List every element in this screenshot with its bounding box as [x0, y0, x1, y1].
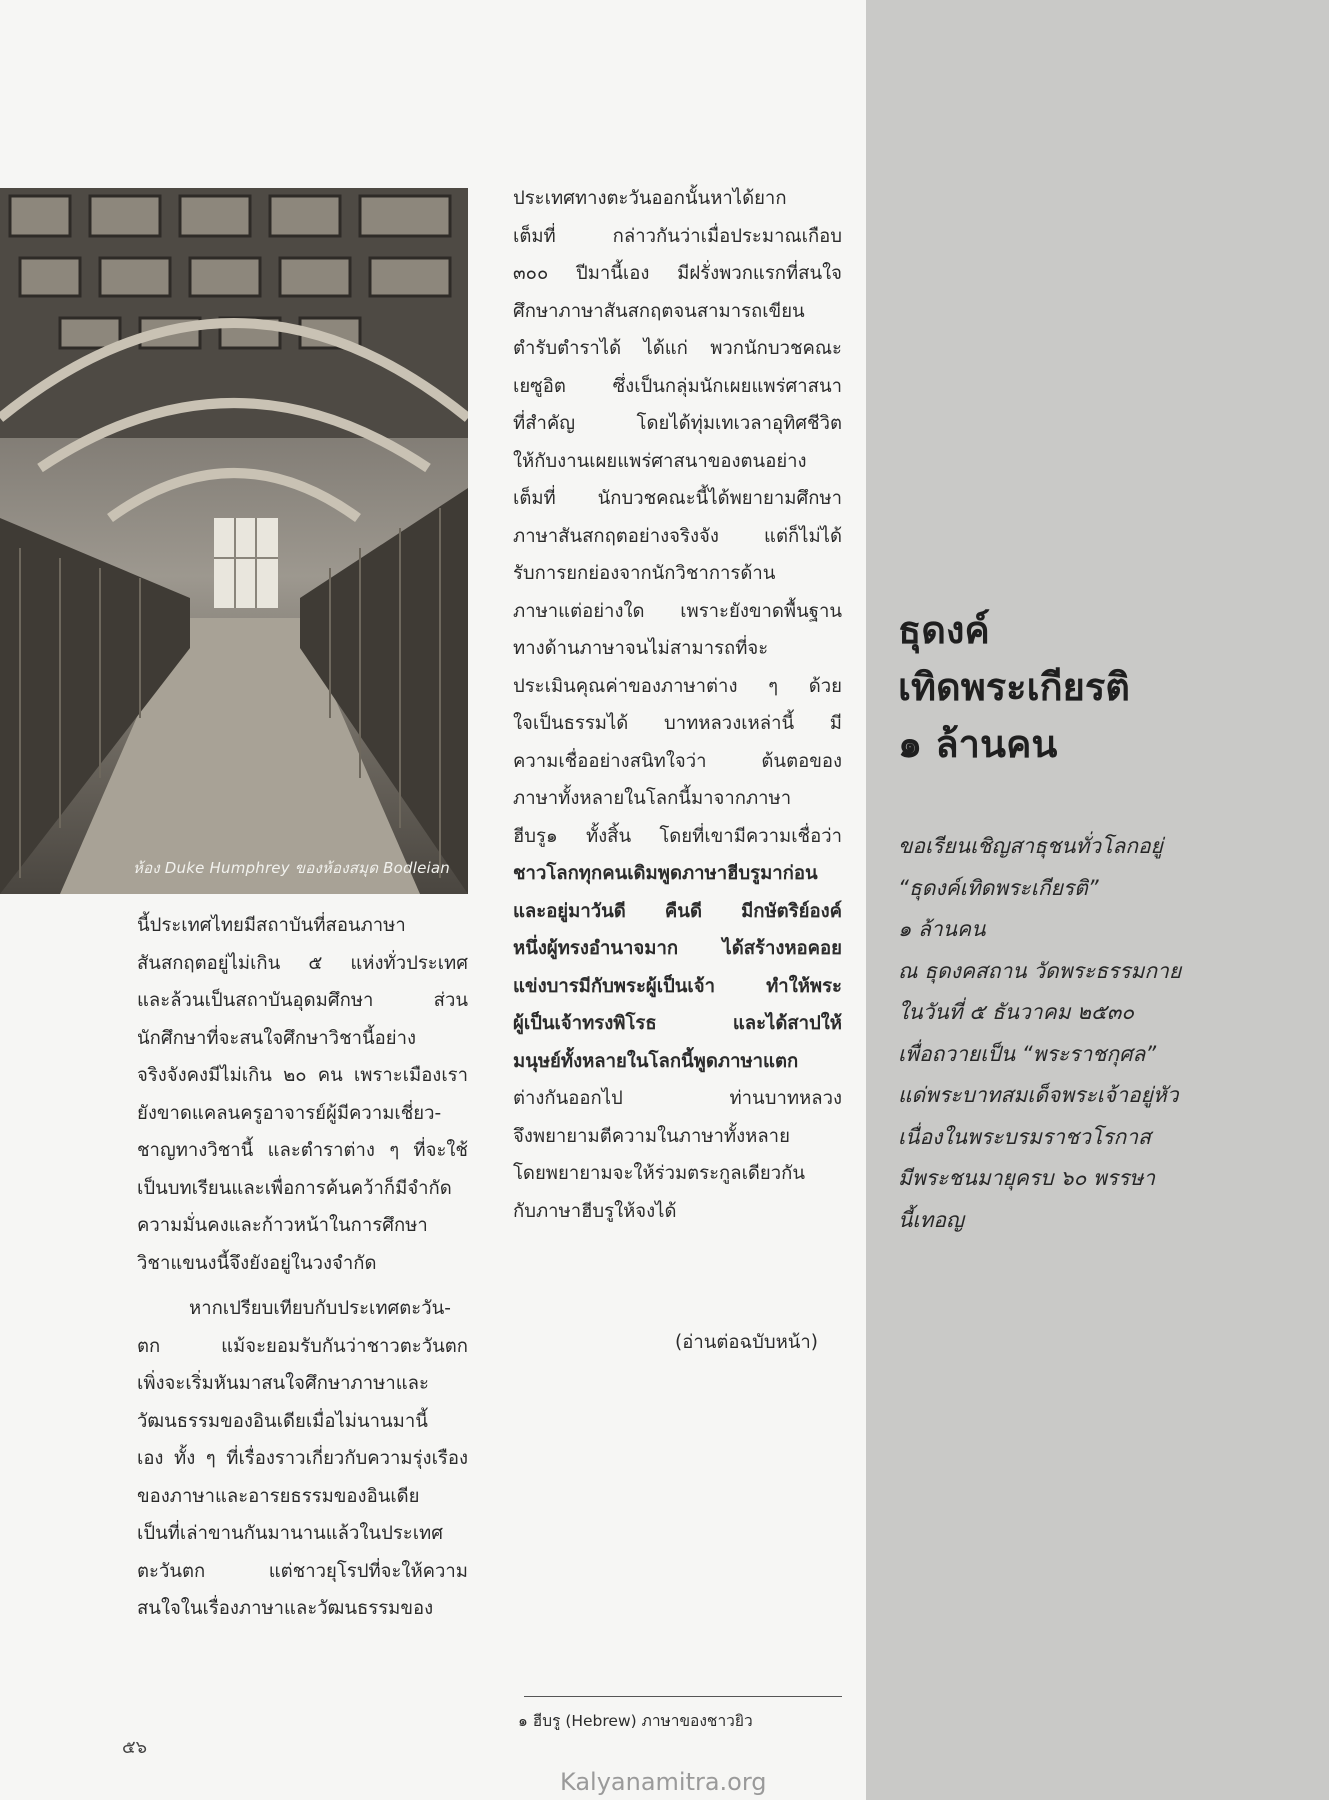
- body-line: นี้เทอญ: [898, 1207, 964, 1232]
- footnote: ๑ ฮีบรู (Hebrew) ภาษาของชาวยิว: [518, 1712, 753, 1730]
- title-line: เทิดพระเกียรติ: [898, 665, 1130, 709]
- text-line: รับการยกย่องจากนักวิชาการด้าน: [513, 563, 776, 584]
- paragraph-1: [137, 907, 468, 1282]
- page-number: ๕๖: [122, 1737, 148, 1758]
- text-line: ความมั่นคงและก้าวหน้าในการศึกษา: [137, 1215, 428, 1236]
- library-photo: [0, 188, 468, 894]
- footnote-divider: [524, 1696, 842, 1697]
- text-line: เต็มที่ กล่าวกันว่าเมื่อประมาณเกือบ: [513, 225, 842, 247]
- body-line: มีพระชนมายุครบ ๖๐ พรรษา: [898, 1166, 1155, 1190]
- body-line: แด่พระบาทสมเด็จพระเจ้าอยู่หัว: [898, 1083, 1179, 1107]
- text-line: วิชาแขนงนี้จึงยังอยู่ในวงจำกัด: [137, 1252, 377, 1274]
- text-line: เป็นที่เล่าขานกันมานานแล้วในประเทศ: [137, 1523, 443, 1544]
- text-line: ที่สำคัญ โดยได้ทุ่มเทเวลาอุทิศชีวิต: [513, 413, 842, 434]
- text-line: ตำรับตำราได้ ได้แก่ พวกนักบวชคณะ: [513, 338, 842, 359]
- article-column-right: [513, 180, 842, 1230]
- text-line: ตก แม้จะยอมรับกันว่าชาวตะวันตก: [137, 1335, 468, 1357]
- text-line: ชาญทางวิชานี้ และตำราต่าง ๆ ที่จะใช้: [137, 1140, 468, 1161]
- text-line: และล้วนเป็นสถาบันอุดมศึกษา ส่วน: [137, 990, 468, 1011]
- text-line: โดยพยายามจะให้ร่วมตระกูลเดียวกัน: [513, 1163, 805, 1184]
- body-line: ในวันที่ ๕ ธันวาคม ๒๕๓๐: [898, 1000, 1135, 1024]
- body-line: ขอเรียนเชิญสาธุชนทั่วโลกอยู่: [898, 834, 1163, 858]
- body-line: “ธุดงค์เทิดพระเกียรติ”: [898, 875, 1099, 900]
- library-illustration: [0, 188, 468, 894]
- text-line: ประเมินคุณค่าของภาษาต่าง ๆ ด้วย: [513, 675, 842, 697]
- body-line: เนื่องในพระบรมราชวโรกาส: [898, 1124, 1151, 1149]
- text-line: จึงพยายามตีความในภาษาทั้งหลาย: [513, 1125, 790, 1147]
- text-line-bold: ชาวโลกทุกคนเดิมพูดภาษาฮีบรูมาก่อน: [513, 863, 818, 884]
- text-line-bold: และอยู่มาวันดี คืนดี มีกษัตริย์องค์: [513, 900, 842, 922]
- text-line: ฮีบรู๑ ทั้งสิ้น โดยที่เขามีความเชื่อว่า: [513, 825, 842, 847]
- text-line-bold: หนึ่งผู้ทรงอำนาจมาก ได้สร้างหอคอย: [513, 938, 842, 959]
- text-line: เยซูอิต ซึ่งเป็นกลุ่มนักเผยแพร่ศาสนา: [513, 375, 842, 397]
- announcement-body: [898, 826, 1181, 1241]
- paragraph-2: [137, 1290, 468, 1628]
- continued-note: (อ่านต่อฉบับหน้า): [675, 1332, 819, 1353]
- announcement-title: [898, 602, 1130, 773]
- text-line: ทางด้านภาษาจนไม่สามารถที่จะ: [513, 638, 769, 659]
- body-line: ณ ธุดงคสถาน วัดพระธรรมกาย: [898, 958, 1182, 983]
- text-line: ภาษาทั้งหลายในโลกนี้มาจากภาษา: [513, 788, 792, 809]
- text-line: ภาษาแต่อย่างใด เพราะยังขาดพื้นฐาน: [513, 600, 842, 622]
- photo-caption: ห้อง Duke Humphrey ของห้องสมุด Bodleian: [132, 859, 450, 877]
- text-line: ศึกษาภาษาสันสกฤตจนสามารถเขียน: [513, 300, 805, 322]
- text-line: เอง ทั้ง ๆ ที่เรื่องราวเกี่ยวกับความรุ่งเรือง: [137, 1448, 468, 1469]
- text-line: หากเปรียบเทียบกับประเทศตะวัน-: [189, 1298, 451, 1319]
- text-line-bold: แข่งบารมีกับพระผู้เป็นเจ้า ทำให้พระ: [513, 975, 842, 997]
- text-line: นี้ประเทศไทยมีสถาบันที่สอนภาษา: [137, 915, 406, 936]
- text-line: เป็นบทเรียนและเพื่อการค้นคว้าก็มีจำกัด: [137, 1177, 452, 1199]
- text-line: ต่างกันออกไป ท่านบาทหลวง: [513, 1088, 842, 1109]
- text-line: สันสกฤตอยู่ไม่เกิน ๕ แห่งทั่วประเทศ: [137, 952, 468, 974]
- text-line: ของภาษาและอารยธรรมของอินเดีย: [137, 1485, 420, 1507]
- article-column-left: [137, 907, 468, 1628]
- text-line: ยังขาดแคลนครูอาจารย์ผู้มีความเชี่ยว-: [137, 1102, 442, 1124]
- text-line: วัฒนธรรมของอินเดียเมื่อไม่นานมานี้: [137, 1410, 428, 1432]
- text-line: ภาษาสันสกฤตอย่างจริงจัง แต่ก็ไม่ได้: [513, 525, 842, 547]
- text-line: นักศึกษาที่จะสนใจศึกษาวิชานี้อย่าง: [137, 1027, 417, 1049]
- body-line: เพื่อถวายเป็น “พระราชกุศล”: [898, 1041, 1157, 1066]
- text-line: กับภาษาฮีบรูให้จงได้: [513, 1200, 677, 1222]
- text-line: ให้กับงานเผยแพร่ศาสนาของตนอย่าง: [513, 450, 807, 472]
- text-line: ความเชื่ออย่างสนิทใจว่า ต้นตอของ: [513, 750, 842, 772]
- text-line: สนใจในเรื่องภาษาและวัฒนธรรมของ: [137, 1598, 434, 1619]
- text-line: ประเทศทางตะวันออกนั้นหาได้ยาก: [513, 188, 787, 209]
- text-line: ตะวันตก แต่ชาวยุโรปที่จะให้ความ: [137, 1560, 468, 1582]
- title-line: ธุดงค์: [898, 608, 990, 652]
- text-line: เพิ่งจะเริ่มหันมาสนใจศึกษาภาษาและ: [137, 1373, 429, 1394]
- text-line-bold: มนุษย์ทั้งหลายในโลกนี้พูดภาษาแตก: [513, 1050, 799, 1072]
- text-line: ใจเป็นธรรมได้ บาทหลวงเหล่านี้ มี: [513, 713, 842, 734]
- title-line: ๑ ล้านคน: [898, 722, 1058, 766]
- text-line: ๓๐๐ ปีมานี้เอง มีฝรั่งพวกแรกที่สนใจ: [513, 263, 842, 284]
- text-line: เต็มที่ นักบวชคณะนี้ได้พยายามศึกษา: [513, 488, 842, 509]
- text-line: จริงจังคงมีไม่เกิน ๒๐ คน เพราะเมืองเรา: [137, 1065, 468, 1086]
- text-line-bold: ผู้เป็นเจ้าทรงพิโรธ และได้สาปให้: [513, 1013, 842, 1034]
- body-line: ๑ ล้านคน: [898, 917, 986, 941]
- watermark: Kalyanamitra.org: [560, 1768, 767, 1796]
